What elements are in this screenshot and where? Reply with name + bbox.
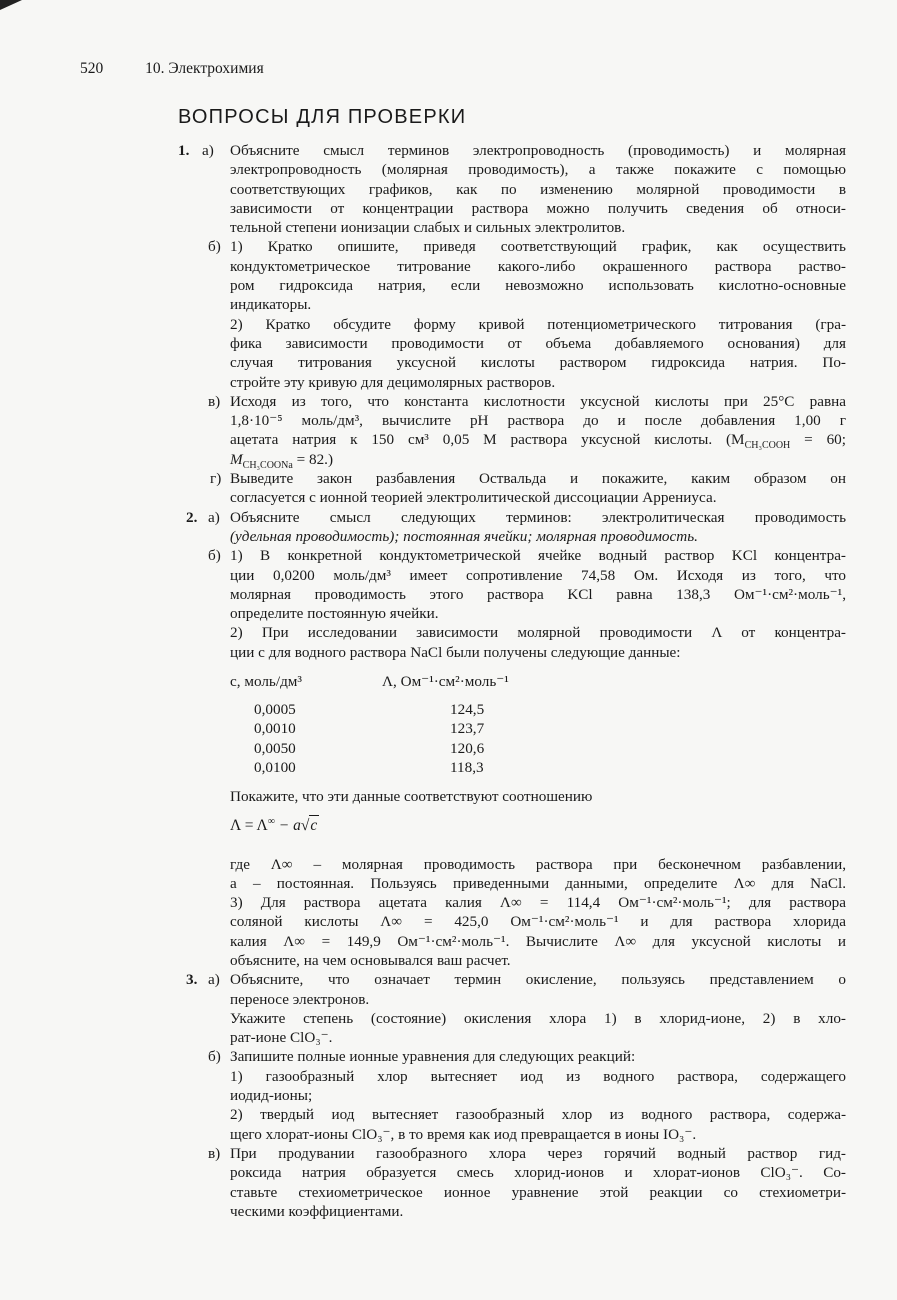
formula-subscript: CH₃COOH [744, 440, 791, 452]
text-line [160, 411, 846, 430]
text-line [160, 932, 846, 951]
table-row [230, 758, 509, 777]
text-span: роксида натрия образуется смесь хлорид-ионов и хлорат-ионов ClO₃⁻. Со- [230, 1164, 846, 1182]
item-label: г) [210, 470, 222, 488]
text-span: При продувании газообразного хлора через горячий водный раствор гид- [230, 1144, 846, 1162]
text-line [160, 373, 846, 392]
text-line [160, 1105, 846, 1124]
table-cell: 0,0005 [254, 701, 296, 719]
text-line [160, 643, 846, 662]
text-span: фика зависимости проводимости от объема добавляемого основания) для [230, 334, 846, 352]
text-span: кондуктометрическое титрование какого-либо окрашенного раствора раство- [230, 257, 846, 275]
text-line [160, 623, 846, 642]
table-cell: 123,7 [450, 720, 485, 738]
text-line [160, 604, 846, 623]
text-span: 2) Кратко обсудите форму кривой потенциометрического титрования (гра- [230, 315, 846, 333]
question-number: 2. [186, 508, 198, 526]
text-line [160, 315, 846, 334]
text-span: M [230, 450, 243, 468]
formula-subscript: CH₃COONa [242, 459, 293, 471]
running-header [80, 60, 264, 78]
text-span: ром гидроксида натрия, если невозможно использовать кислотно-основные [230, 277, 846, 295]
text-line [160, 912, 846, 931]
column-header-molar-conductivity: Λ, Ом⁻¹·см²·моль⁻¹ [382, 673, 509, 691]
text-line [160, 218, 846, 237]
text-line [160, 276, 846, 295]
text-span: ставьте стехиометрическое ионное уравнение этой реакции со стехиометри- [230, 1183, 846, 1201]
text-span: Выведите закон разбавления Оствальда и покажите, каким образом он [230, 470, 846, 488]
text-span: определите постоянную ячейки. [230, 605, 439, 623]
question-1 [160, 141, 846, 508]
text-line [160, 585, 846, 604]
text-span: Укажите степень (состояние) окисления хлора 1) в хлорид-ионе, 2) в хло- [230, 1009, 846, 1027]
text-span: Объясните смысл следующих терминов: электролитическая проводимость [230, 508, 846, 526]
text-line [160, 874, 846, 893]
question-2 [160, 508, 846, 971]
text-line [160, 527, 846, 546]
table-row [230, 719, 509, 738]
text-span: калия Λ∞ = 149,9 Ом⁻¹·см²·моль⁻¹. Вычислите Λ∞ для уксусной кислоты и [230, 932, 846, 950]
table-row [230, 700, 509, 719]
text-span: 3) Для раствора ацетата калия Λ∞ = 114,4 Ом⁻¹·см²·моль⁻¹; для раствора [230, 894, 846, 912]
text-line [160, 1028, 846, 1047]
text-line [160, 951, 846, 970]
question-number: 1. [178, 142, 190, 159]
page-number: 520 [80, 60, 104, 77]
text-span: a – постоянная. Пользуясь приведенными данными, определите Λ∞ для NaCl. [230, 874, 846, 892]
text-span: = 60; [790, 431, 846, 449]
text-line [160, 199, 846, 218]
questions-body [160, 141, 846, 1221]
text-line [160, 508, 846, 527]
question-3 [160, 970, 846, 1221]
limiting-law-formula [230, 815, 846, 845]
table-cell: 0,0050 [254, 739, 296, 757]
text-line [160, 295, 846, 314]
text-span: Объясните, что означает термин окисление, пользуясь представлением о [230, 971, 846, 989]
item-label: в) [208, 1144, 221, 1162]
text-line [160, 1086, 846, 1105]
text-line [160, 488, 846, 507]
text-span: 1) В конкретной кондуктометрической ячейке водный раствор KCl концентра- [230, 547, 846, 565]
item-label: а) [208, 508, 220, 526]
text-line [160, 180, 846, 199]
sqrt-sign: √ [300, 816, 310, 834]
text-span: ции с для водного раствора NaCl были получены следующие данные: [230, 643, 681, 661]
text-span: случая титрования уксусной кислоты раствором гидроксида натрия. По- [230, 354, 846, 372]
text-line [160, 990, 846, 1009]
text-span: рат-ионе ClO₃⁻. [230, 1029, 333, 1047]
scan-corner-mark [0, 0, 22, 10]
table-header-row [230, 672, 509, 700]
text-span: соляной кислоты Λ∞ = 425,0 Ом⁻¹·см²·моль⁻¹ и для раствора хлорида [230, 913, 846, 931]
text-span: 1) газообразный хлор вытесняет иод из водного раствора, содержащего [230, 1067, 846, 1085]
text-line [160, 1183, 846, 1202]
text-span: щего хлорат-ионы ClO₃⁻, в то время как иод превращается в ионы IO₃⁻. [230, 1125, 697, 1143]
table-cell: 118,3 [450, 758, 484, 776]
text-line [160, 1067, 846, 1086]
text-span: = 82.) [292, 450, 334, 468]
conductivity-table [230, 672, 509, 777]
text-line [160, 855, 846, 874]
text-span: тельной степени ионизации слабых и сильных электролитов. [230, 219, 626, 237]
text-line [160, 1125, 846, 1144]
text-span: переносе электронов. [230, 990, 370, 1008]
text-line [160, 430, 846, 452]
text-span: соответствующих графиков, как по изменению молярной проводимости в [230, 180, 846, 198]
text-line [160, 566, 846, 585]
text-span: ацетата натрия к 150 см³ 0,05 М раствора уксусной кислоты. (M [230, 431, 745, 449]
text-span: согласуется с ионной теорией электролитической диссоциации Аррениуса. [230, 489, 717, 507]
text-line [160, 392, 846, 411]
text-span: зависимости от концентрации раствора можно получить сведения об относи- [230, 199, 846, 217]
item-label: в) [208, 392, 221, 410]
text-span: ческими коэффициентами. [230, 1202, 404, 1220]
text-line [160, 1047, 846, 1066]
text-line [160, 546, 846, 565]
text-span: Исходя из того, что константа кислотности уксусной кислоты при 25°С равна [230, 392, 846, 410]
text-span: 1) Кратко опишите, приведя соответствующий график, как осуществить [230, 238, 846, 256]
text-span: индикаторы. [230, 296, 312, 314]
table-cell: 124,5 [450, 701, 485, 719]
text-span: Запишите полные ионные уравнения для следующих реакций: [230, 1048, 636, 1066]
text-span: Покажите, что эти данные соответствуют соотношению [230, 788, 593, 806]
item-label: б) [208, 1048, 221, 1066]
formula-part: − a [274, 816, 301, 834]
text-span: (удельная проводимость); постоянная ячейки; молярная проводимость. [230, 527, 698, 545]
item-label: а) [202, 142, 214, 159]
table-cell: 0,0100 [254, 758, 296, 776]
item-label: а) [208, 971, 220, 989]
text-line [160, 1144, 846, 1163]
text-line [160, 1202, 846, 1221]
item-label: б) [208, 547, 221, 565]
text-span: ции 0,0200 моль/дм³ имеет сопротивление 74,58 Ом. Исходя из того, что [230, 566, 846, 584]
text-span: 2) твердый иод вытесняет газообразный хлор из водного раствора, содержа- [230, 1106, 846, 1124]
formula-superscript: ∞ [267, 815, 275, 827]
text-line [160, 1009, 846, 1028]
table-cell: 0,0010 [254, 720, 296, 738]
text-span: 2) При исследовании зависимости молярной проводимости Λ от концентра- [230, 624, 846, 642]
text-line [160, 160, 846, 179]
text-span: 1,8·10⁻⁵ моль/дм³, вычислите рН раствора до и после добавления 1,00 г [230, 412, 846, 430]
column-header-concentration: с, моль/дм³ [230, 673, 302, 691]
item-label: б) [208, 238, 221, 256]
text-line [160, 334, 846, 353]
text-span: объясните, на чем основывался ваш расчет. [230, 951, 511, 969]
table-cell: 120,6 [450, 739, 485, 757]
text-span: Объясните смысл терминов электропроводность (проводимость) и молярная [230, 142, 846, 159]
text-line [160, 237, 846, 256]
table-row [230, 739, 509, 758]
text-line [160, 970, 846, 989]
chapter-title: 10. Электрохимия [145, 60, 264, 77]
text-line [160, 141, 846, 160]
text-span: иодид-ионы; [230, 1087, 313, 1105]
text-span: молярная проводимость этого раствора KCl равна 138,3 Ом⁻¹·см²·моль⁻¹, [230, 585, 846, 603]
text-span: электропроводность (молярная проводимость), а также покажите с помощью [230, 161, 846, 179]
text-span: стройте эту кривую для децимолярных растворов. [230, 373, 556, 391]
text-line [160, 353, 846, 372]
text-line [160, 257, 846, 276]
section-title: ВОПРОСЫ ДЛЯ ПРОВЕРКИ [178, 106, 467, 128]
text-line [160, 450, 846, 469]
question-number: 3. [186, 971, 198, 989]
formula-radicand: c [310, 816, 318, 834]
text-line [160, 469, 846, 488]
formula-part: Λ = Λ [230, 816, 268, 834]
text-line [160, 893, 846, 912]
text-line [160, 1163, 846, 1182]
text-span: где Λ∞ – молярная проводимость раствора при бесконечном разбавлении, [230, 855, 846, 873]
text-line [160, 787, 846, 806]
